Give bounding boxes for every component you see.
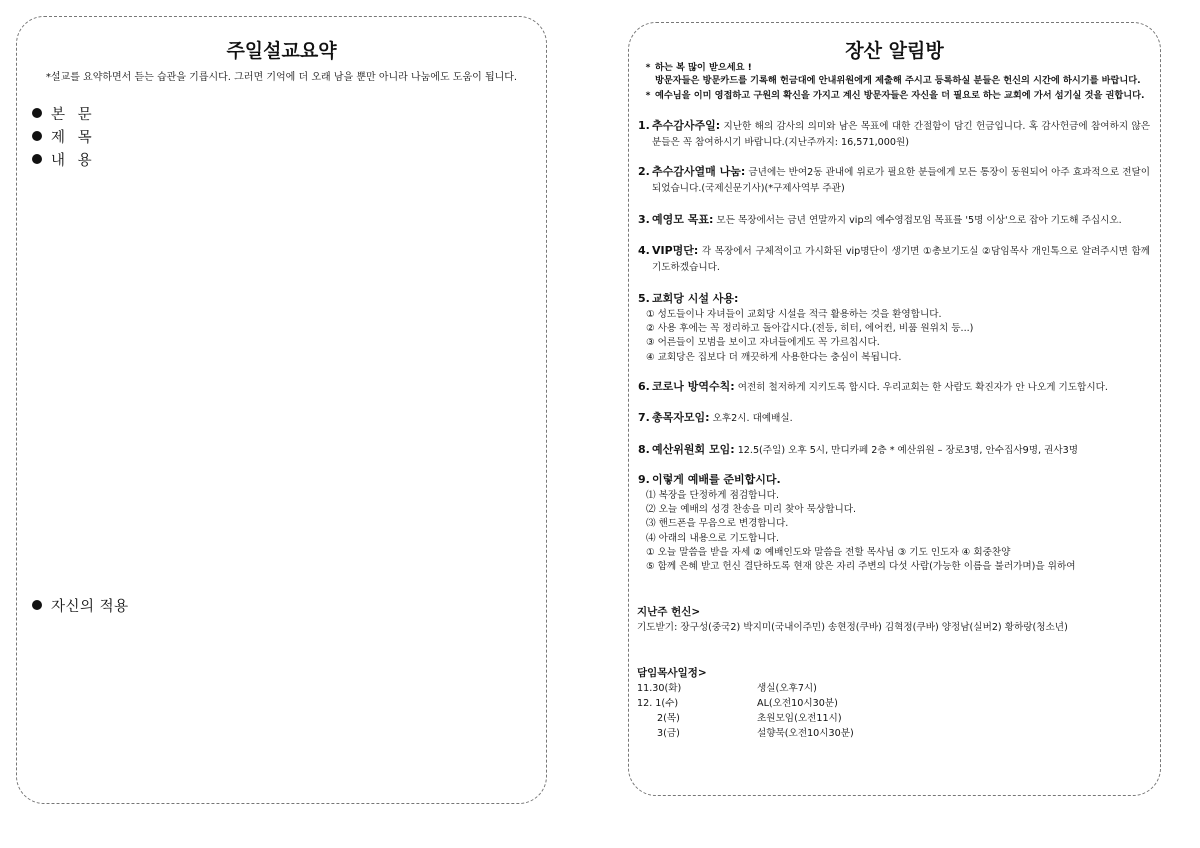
bullet-dot-icon xyxy=(32,600,42,610)
bullet-scripture: 본 문 xyxy=(32,103,96,124)
notice-item-2: 2. 추수감사열매 나눔: 금년에는 반여2동 관내에 위로가 필요한 분들에게 모든 통장이 동원되어 아주 효과적으로 전달이 되었습니다.(국제신문기사)(*구제사역부 주관) xyxy=(638,165,1150,194)
pastor-schedule-section xyxy=(637,666,854,741)
bullet-content: 내 용 xyxy=(32,149,96,170)
sub-line: ② 사용 후에는 꼭 정리하고 돌아갑시다.(전등, 히터, 에어컨, 비품 원위치 등...) xyxy=(646,323,974,335)
notice-item-7: 7. 총목자모임: 오후2시. 대예배실. xyxy=(638,411,793,424)
notice-item-5: 5. 교회당 시설 사용: ① 성도들이나 자녀들이 교회당 시설을 적극 활용하는 것을 환영합니다. ② 사용 후에는 꼭 정리하고 돌아갑시다.(전등, 히터, 에어컨, 비품 원위치 등...) ③ 어른들이 모범을 보이고 자녀들에게도 꼭 가르칩시다. ④ 교회당은 집보다 더 깨끗하게 사용한다는 충심이 복됩니다. xyxy=(638,291,1150,365)
offering-section xyxy=(637,605,1068,635)
sub-line: ① 오늘 말씀을 받을 자세 ② 예배인도와 말씀을 전할 목사님 ③ 기도 인도자 ④ 회중찬양 xyxy=(646,546,1011,558)
sermon-summary-panel xyxy=(16,16,547,804)
bullet-dot-icon xyxy=(32,108,42,118)
sub-list xyxy=(646,489,1150,574)
sub-line: ③ 어른들이 모범을 보이고 자녀들에게도 꼭 가르칩시다. xyxy=(646,337,880,349)
schedule-row: 11.30(화) 생실(오후7시) xyxy=(637,683,817,694)
sub-line: ① 성도들이나 자녀들이 교회당 시설을 적극 활용하는 것을 환영합니다. xyxy=(646,309,942,320)
bullet-dot-icon xyxy=(32,131,42,141)
sub-line: ⑶ 핸드폰을 무음으로 변경합니다. xyxy=(646,518,789,530)
notice-item-6: 6. 코로나 방역수칙: 여전히 철저하게 지키도록 합시다. 우리교회는 한 사람도 확진자가 안 나오게 기도합시다. xyxy=(638,380,1108,393)
notice-item-3: 3. 예영모 목표: 모든 목장에서는 금년 연말까지 vip의 예수영접모임 목표를 '5명 이상'으로 잡아 기도해 주십시오. xyxy=(638,213,1122,226)
bullet-application: 자신의 적용 xyxy=(32,595,129,616)
sub-line: ④ 교회당은 집보다 더 깨끗하게 사용한다는 충심이 복됩니다. xyxy=(646,351,902,363)
notice-item-8: 8. 예산위원회 모임: 12.5(주일) 오후 5시, 만디카페 2층 * 예산위원 – 장로3명, 안수집사9명, 권사3명 xyxy=(638,443,1078,456)
bullet-title: 제 목 xyxy=(32,126,96,147)
schedule-row: 2(목) 초원모임(오전11시) xyxy=(657,713,842,724)
schedule-row: 12. 1(수) AL(오전10시30분) xyxy=(637,698,838,709)
notice-title: 장산 알림방 xyxy=(845,40,944,62)
church-notice-panel xyxy=(628,22,1161,796)
sermon-summary-subtitle: *설교를 요약하면서 듣는 습관을 기릅시다. 그러면 기억에 더 오래 남을 뿐만 아니라 나눔에도 도움이 됩니다. xyxy=(45,72,518,83)
sub-line: ⑵ 오늘 예배의 성경 찬송을 미리 찾아 묵상합니다. xyxy=(646,504,857,516)
schedule-row: 3(금) 설향묵(오전10시30분) xyxy=(657,728,854,739)
sermon-summary-title: 주일설교요약 xyxy=(226,40,337,62)
offering-heading: 지난주 헌신> xyxy=(637,606,701,618)
schedule-heading: 담임목사일정> xyxy=(637,667,707,679)
sub-list xyxy=(646,308,1150,365)
note-line: 방문자들은 방문카드를 기록해 헌금대에 안내위원에게 제출해 주시고 등록하실 분들은 헌신의 시간에 하시기를 바랍니다. xyxy=(655,75,1141,86)
bullet-dot-icon xyxy=(32,154,42,164)
sub-line: ⑤ 함께 은혜 받고 헌신 결단하도록 현재 앉은 자리 주변의 다섯 사람(가능한 이름을 불러가며)을 위하여 xyxy=(646,561,1076,573)
sub-line: ⑴ 복장을 단정하게 점검합니다. xyxy=(646,490,780,501)
notice-item-4: 4. VIP명단: 각 목장에서 구체적이고 가시화된 vip명단이 생기면 ①총보기도실 ②담임목사 개인톡으로 알려주시면 함께 기도하겠습니다. xyxy=(638,244,1150,273)
offering-text: 기도받기: 장구성(중국2) 박지미(국내이주민) 송현정(쿠바) 김혁정(쿠바) 양정남(실버2) 황하랑(청소년) xyxy=(637,622,1068,633)
note-item: * 하는 복 많이 받으세요 ! xyxy=(645,62,752,73)
notice-item-1: 1. 추수감사주일: 지난한 해의 감사의 의미와 남은 목표에 대한 간절함이 담긴 헌금입니다. 혹 감사헌금에 참여하지 않은 분들은 꼭 참여하시기 바랍니다.(지난주까지: 16,571,000원) xyxy=(638,119,1150,148)
notice-notes xyxy=(641,61,1151,102)
notice-item-9: 9. 이렇게 예배를 준비합시다. ⑴ 복장을 단정하게 점검합니다. ⑵ 오늘 예배의 성경 찬송을 미리 찾아 묵상합니다. ⑶ 핸드폰을 무음으로 변경합니다. ⑷ 아래의 내용으로 기도합니다. ① 오늘 말씀을 받을 자세 ② 예배인도와 말씀을 전할 목사님 ③ 기도 인도자 ④ 회중찬양 ⑤ 함께 은혜 받고 헌신 결단하도록 현재 앉은 자리 주변의 다섯 사람(가능한 이름을 불러가며)을 위하여 xyxy=(638,472,1150,574)
note-item: * 예수님을 이미 영접하고 구원의 확신을 가지고 계신 방문자들은 자신을 더 필요로 하는 교회에 가서 섬기실 것을 권합니다. xyxy=(645,90,1145,101)
sub-line: ⑷ 아래의 내용으로 기도합니다. xyxy=(646,532,780,544)
